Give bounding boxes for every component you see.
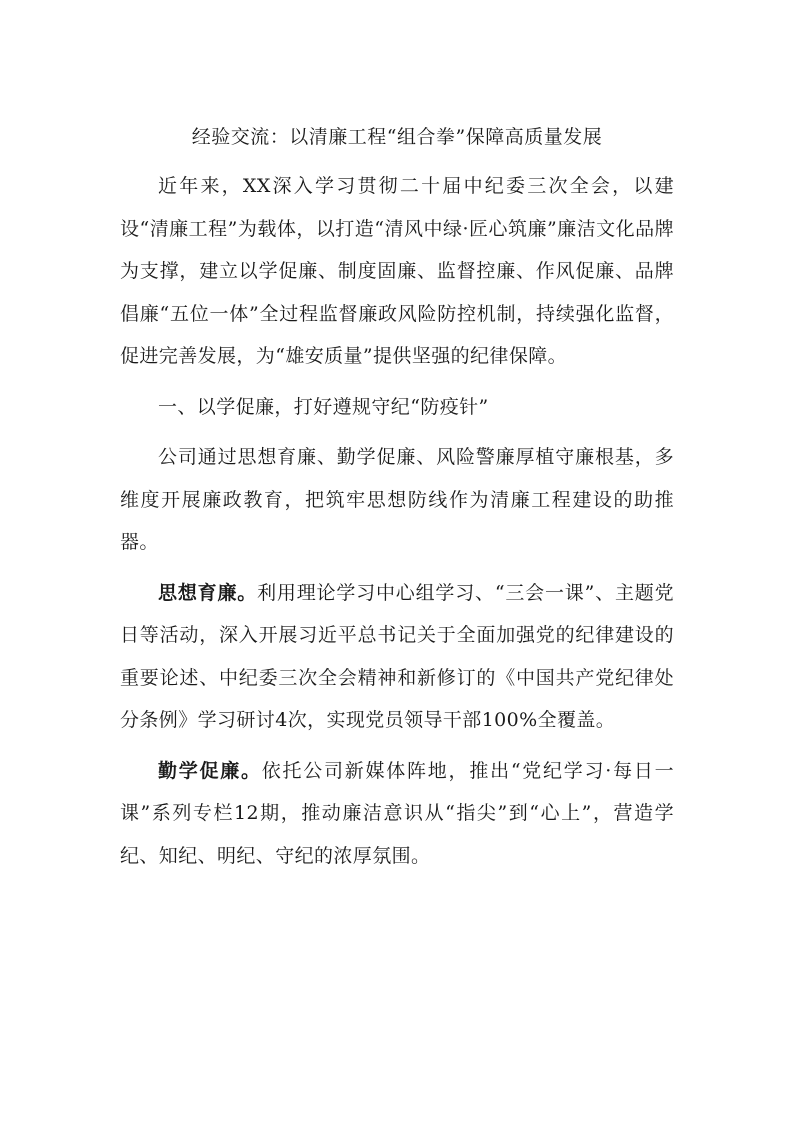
section-summary-paragraph: 公司通过思想育廉、勤学促廉、风险警廉厚植守廉根基，多维度开展廉政教育，把筑牢思想防线作为清廉工程建设的助推器。 <box>120 446 674 553</box>
intro-paragraph: 近年来，XX深入学习贯彻二十届中纪委三次全会，以建设“清廉工程”为载体，以打造“清风中绿·匠心筑廉”廉洁文化品牌为支撑，建立以学促廉、制度固廉、监督控廉、作风促廉、品牌倡廉“五位一体”全过程监督廉政风险防控机制，持续强化监督，促进完善发展，为“雄安质量”提供坚强的纪律保障。 <box>120 175 674 367</box>
section-heading: 一、以学促廉，打好遵规守纪“防疫针” <box>158 395 489 418</box>
item-text-ideology: 利用理论学习中心组学习、“三会一课”、主题党日等活动，深入开展习近平总书记关于全面加强党的纪律建设的重要论述、中纪委三次全会精神和新修订的《中国共产党纪律处分条例》学习研讨4次，实现党员领导干部100%全覆盖。 <box>120 581 674 731</box>
item-lead-study: 勤学促廉。 <box>158 759 262 782</box>
item-paragraph-ideology <box>120 572 674 742</box>
document-body <box>120 117 674 885</box>
item-text-study: 依托公司新媒体阵地，推出“党纪学习·每日一课”系列专栏12期，推动廉洁意识从“指尖”到“心上”，营造学纪、知纪、明纪、守纪的浓厚氛围。 <box>120 759 674 867</box>
item-lead-ideology: 思想育廉。 <box>158 581 258 604</box>
item-paragraph-study <box>120 750 674 878</box>
document-title: 经验交流：以清廉工程“组合拳”保障高质量发展 <box>191 126 603 148</box>
